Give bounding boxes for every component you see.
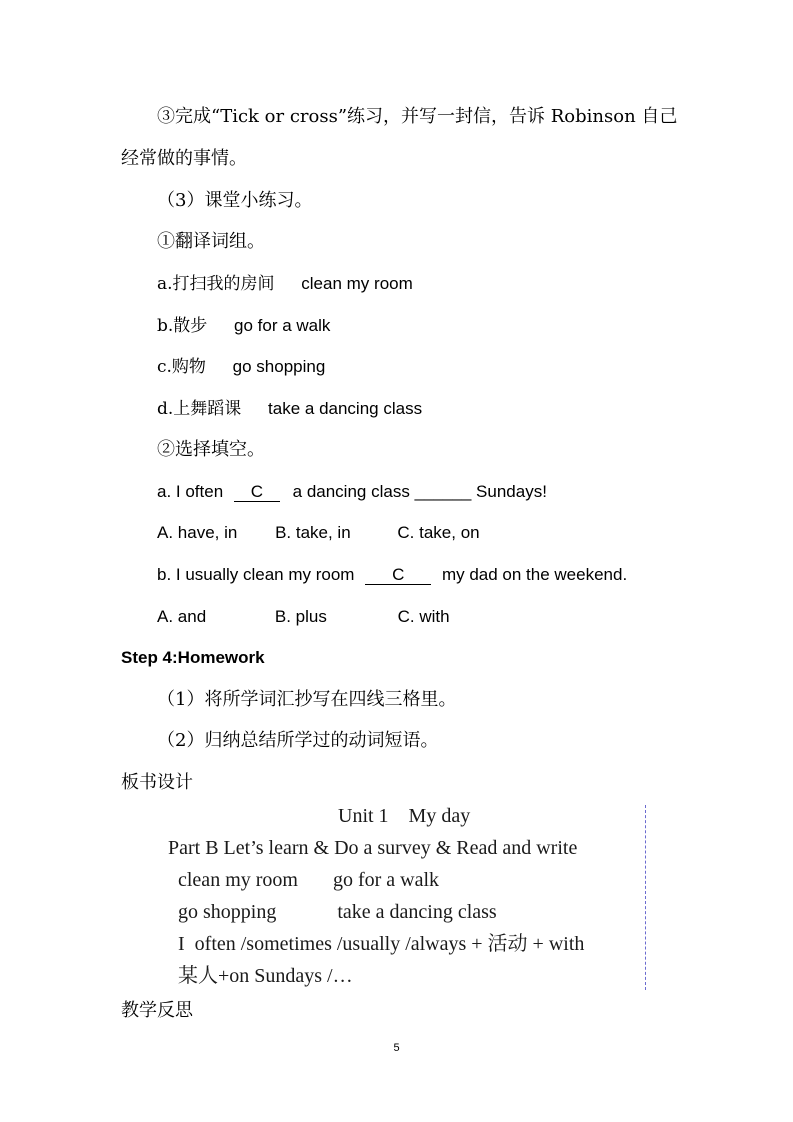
option: C. take, on [397,523,480,542]
page-number: 5 [393,1042,400,1054]
option: B. take, in [275,523,351,542]
phrase-d [157,398,422,420]
question-b-prefix: b. I usually clean my room [157,565,355,584]
phrase-a-en: clean my room [301,274,413,293]
exercise-instruction-cont: 经常做的事情。 [121,148,247,169]
question-a-middle: a dancing class [292,482,410,501]
board-part: Part B Let’s learn & Do a survey & Read and write [168,837,578,859]
board-phrase: go for a walk [332,869,440,891]
question-b-suffix: my dad on the weekend. [441,565,628,584]
question-b-options [157,606,450,628]
section-practice: （3）课堂小练习。 [157,190,313,211]
board-phrase: go shopping [178,901,277,923]
phrase-c [157,356,325,378]
phrase-d-en: take a dancing class [268,399,423,418]
question-a-answer: C [234,483,280,502]
board-sentence-cont: 某人+on Sundays /… [178,965,353,987]
phrase-d-cn: d.上舞蹈课 [157,399,242,419]
phrase-a [157,273,413,295]
option: C. with [397,607,450,626]
exercise-instruction: ③完成“Tick or cross”练习，并写一封信，告诉 Robinson 自己 [157,106,678,127]
question-a-options [157,522,480,544]
board-sentence: I often /sometimes /usually /always + 活动 + with [178,933,585,955]
question-a-blank: ______ [414,482,472,501]
phrase-c-cn: c.购物 [157,357,206,377]
board-row-1 [178,867,439,893]
phrase-b-cn: b.散步 [157,316,208,336]
choice-heading: ②选择填空。 [157,439,265,460]
option: A. have, in [157,523,238,542]
option: B. plus [274,607,327,626]
phrase-b [157,315,330,337]
board-divider [645,805,646,990]
reflection-title: 教学反思 [121,1000,193,1021]
translate-heading: ①翻译词组。 [157,231,265,252]
phrase-c-en: go shopping [232,357,326,376]
board-phrase: take a dancing class [337,901,497,923]
phrase-b-en: go for a walk [234,316,331,335]
homework-item-1: （1）将所学词汇抄写在四线三格里。 [157,689,457,710]
phrase-a-cn: a.打扫我的房间 [157,274,275,294]
question-b [157,564,627,586]
board-unit: Unit 1 My day [338,805,471,827]
question-a-suffix: Sundays! [476,482,547,501]
question-b-answer: C [365,566,431,585]
board-design-title: 板书设计 [121,772,193,793]
homework-item-2: （2）归纳总结所学过的动词短语。 [157,730,439,751]
question-a [157,481,547,503]
board-phrase: clean my room [178,869,298,891]
question-a-prefix: a. I often [157,482,224,501]
option: A. and [157,607,207,626]
board-row-2 [178,899,497,925]
step-heading: Step 4:Homework [121,648,265,667]
